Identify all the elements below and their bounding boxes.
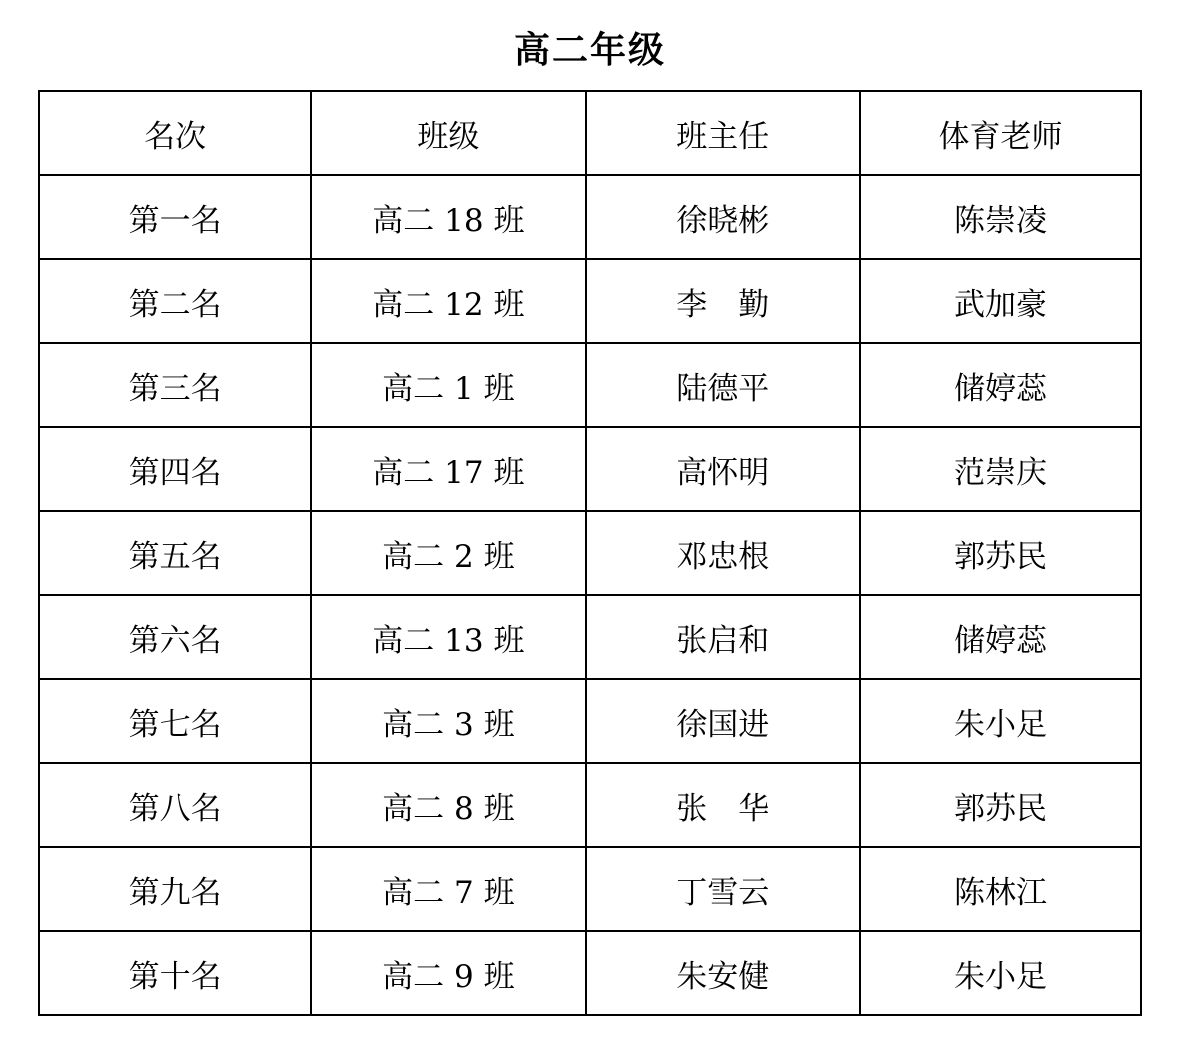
cell-class: 高二 1 班 bbox=[311, 343, 585, 427]
cell-head-teacher: 高怀明 bbox=[586, 427, 860, 511]
table-header-row bbox=[39, 91, 1141, 175]
cell-class: 高二 13 班 bbox=[311, 595, 585, 679]
cell-head-teacher: 徐国进 bbox=[586, 679, 860, 763]
cell-pe-teacher: 郭苏民 bbox=[860, 763, 1141, 847]
table-row bbox=[39, 931, 1141, 1015]
cell-class: 高二 7 班 bbox=[311, 847, 585, 931]
cell-pe-teacher: 陈崇凌 bbox=[860, 175, 1141, 259]
cell-class: 高二 18 班 bbox=[311, 175, 585, 259]
cell-class: 高二 17 班 bbox=[311, 427, 585, 511]
cell-head-teacher: 邓忠根 bbox=[586, 511, 860, 595]
cell-class: 高二 12 班 bbox=[311, 259, 585, 343]
cell-head-teacher: 张启和 bbox=[586, 595, 860, 679]
table-row bbox=[39, 343, 1141, 427]
cell-head-teacher: 朱安健 bbox=[586, 931, 860, 1015]
cell-rank: 第六名 bbox=[39, 595, 311, 679]
cell-pe-teacher: 朱小足 bbox=[860, 679, 1141, 763]
page-title: 高二年级 bbox=[513, 30, 666, 71]
cell-pe-teacher: 郭苏民 bbox=[860, 511, 1141, 595]
cell-class: 高二 8 班 bbox=[311, 763, 585, 847]
cell-rank: 第一名 bbox=[39, 175, 311, 259]
table-row bbox=[39, 847, 1141, 931]
cell-rank: 第八名 bbox=[39, 763, 311, 847]
cell-head-teacher: 丁雪云 bbox=[586, 847, 860, 931]
table-row bbox=[39, 763, 1141, 847]
cell-class: 高二 2 班 bbox=[311, 511, 585, 595]
cell-head-teacher: 李 勤 bbox=[586, 259, 860, 343]
cell-head-teacher: 徐晓彬 bbox=[586, 175, 860, 259]
cell-rank: 第十名 bbox=[39, 931, 311, 1015]
cell-rank: 第五名 bbox=[39, 511, 311, 595]
header-class: 班级 bbox=[311, 91, 585, 175]
cell-head-teacher: 张 华 bbox=[586, 763, 860, 847]
table-row bbox=[39, 595, 1141, 679]
cell-pe-teacher: 陈林江 bbox=[860, 847, 1141, 931]
header-head-teacher: 班主任 bbox=[586, 91, 860, 175]
header-pe-teacher: 体育老师 bbox=[860, 91, 1141, 175]
cell-pe-teacher: 范崇庆 bbox=[860, 427, 1141, 511]
cell-pe-teacher: 武加豪 bbox=[860, 259, 1141, 343]
table-row bbox=[39, 175, 1141, 259]
cell-head-teacher: 陆德平 bbox=[586, 343, 860, 427]
cell-class: 高二 3 班 bbox=[311, 679, 585, 763]
table-row bbox=[39, 511, 1141, 595]
header-rank: 名次 bbox=[39, 91, 311, 175]
cell-rank: 第七名 bbox=[39, 679, 311, 763]
cell-rank: 第二名 bbox=[39, 259, 311, 343]
cell-pe-teacher: 朱小足 bbox=[860, 931, 1141, 1015]
table-row bbox=[39, 427, 1141, 511]
cell-class: 高二 9 班 bbox=[311, 931, 585, 1015]
cell-pe-teacher: 储婷蕊 bbox=[860, 595, 1141, 679]
ranking-table bbox=[38, 90, 1142, 1016]
cell-pe-teacher: 储婷蕊 bbox=[860, 343, 1141, 427]
cell-rank: 第三名 bbox=[39, 343, 311, 427]
table-row bbox=[39, 679, 1141, 763]
cell-rank: 第九名 bbox=[39, 847, 311, 931]
cell-rank: 第四名 bbox=[39, 427, 311, 511]
table-row bbox=[39, 259, 1141, 343]
